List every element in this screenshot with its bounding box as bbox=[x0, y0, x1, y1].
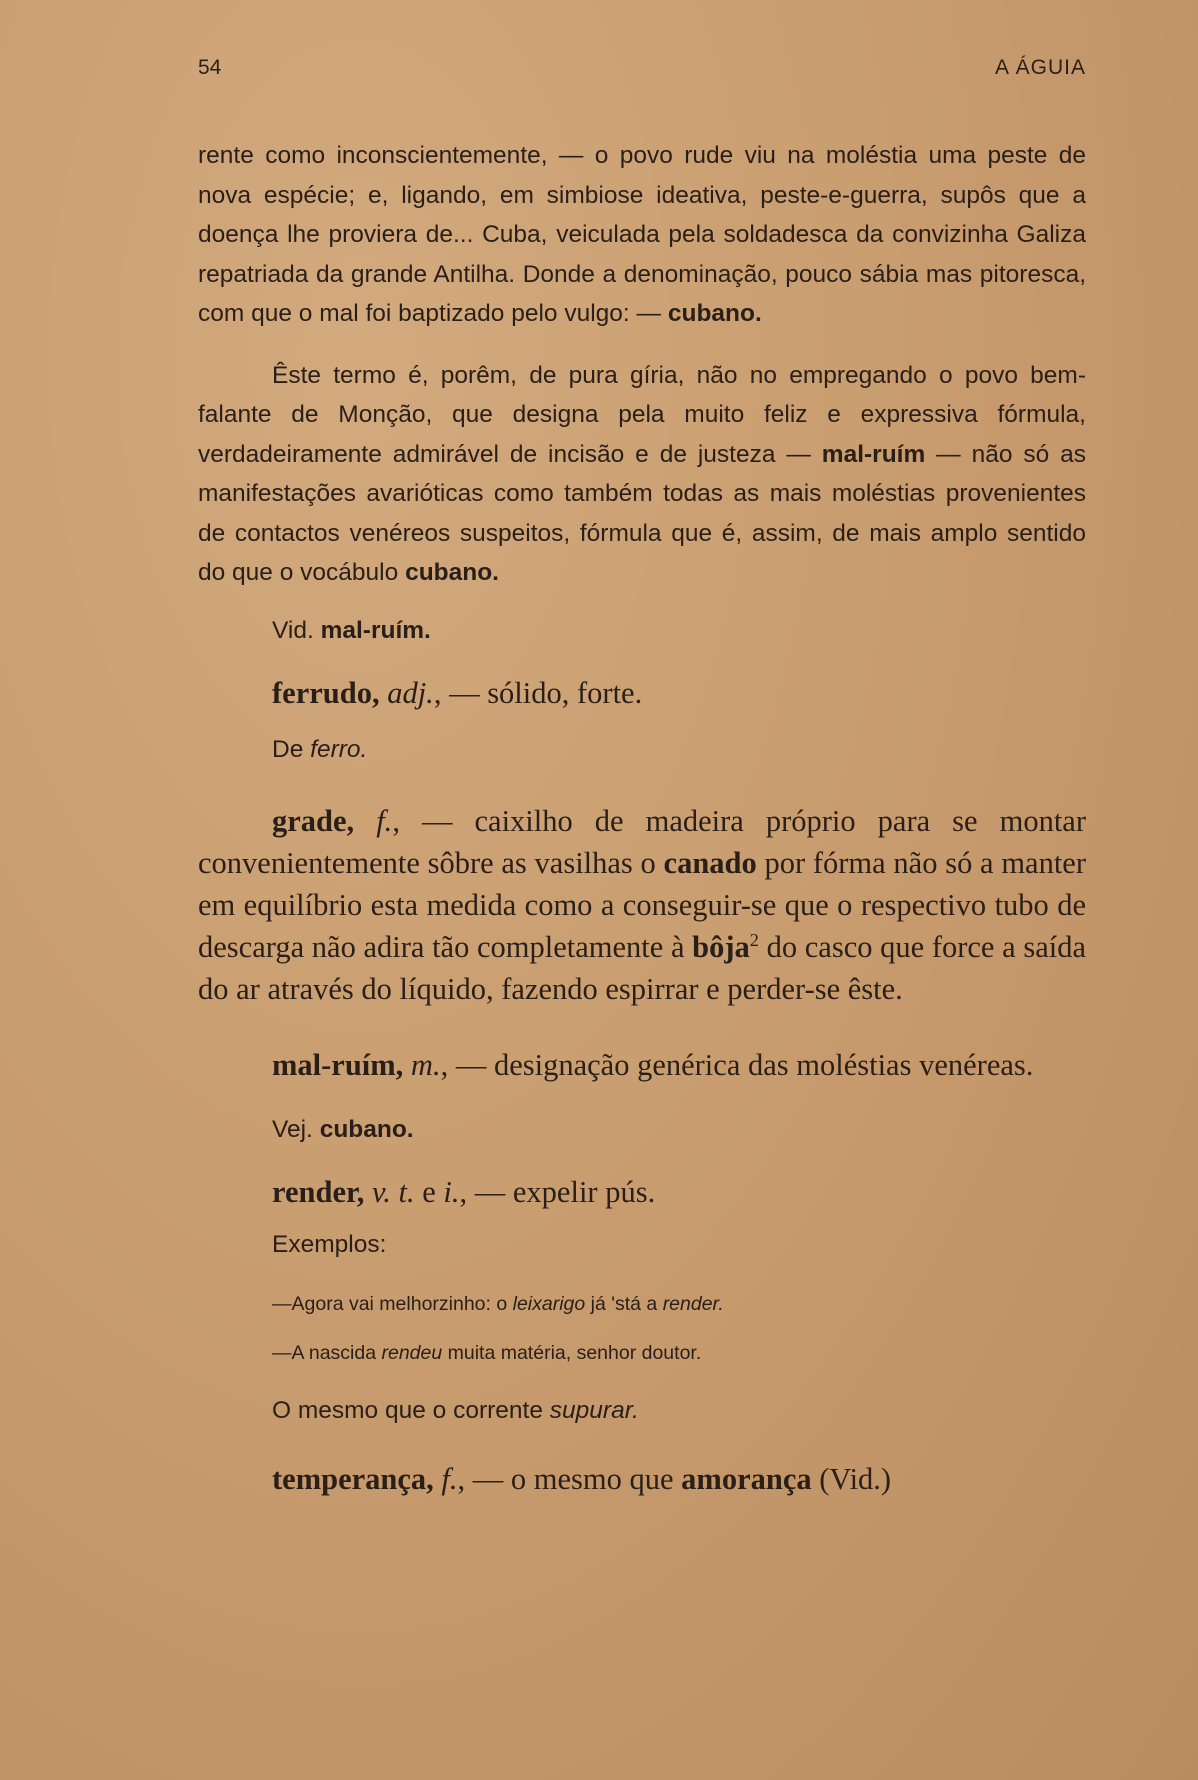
etymon: ferro. bbox=[310, 736, 368, 763]
text-run: O mesmo que o corrente bbox=[272, 1396, 550, 1424]
entry-headword: temperança, bbox=[272, 1462, 434, 1496]
text-run: (Vid.) bbox=[811, 1462, 892, 1496]
paragraph-cubano-origin bbox=[198, 136, 1086, 334]
cross-reference-vid bbox=[198, 611, 1086, 651]
text-run: Vej. bbox=[272, 1115, 320, 1143]
text-run: muita matéria, senhor doutor. bbox=[442, 1341, 702, 1364]
text-run: Vid. bbox=[272, 616, 321, 644]
entry-definition: , — o mesmo que bbox=[457, 1462, 682, 1496]
examples-label bbox=[198, 1225, 1086, 1265]
entry-definition: , — sólido, forte. bbox=[433, 676, 643, 710]
entry-mal-ruim bbox=[198, 1044, 1086, 1086]
entry-definition: , — designação genérica das moléstias venéreas. bbox=[440, 1047, 1034, 1082]
cross-reference-term: mal-ruím. bbox=[320, 616, 431, 644]
entry-render bbox=[198, 1171, 1086, 1213]
grammar-label: v. t. bbox=[371, 1175, 415, 1209]
body-text bbox=[198, 136, 1086, 1500]
etymology-note bbox=[198, 730, 1086, 770]
text-run: Agora vai melhorzinho: o bbox=[291, 1292, 513, 1315]
entry-headword: render, bbox=[272, 1175, 365, 1209]
example-term: leixarigo bbox=[512, 1292, 586, 1315]
entry-grade bbox=[198, 800, 1086, 1010]
cross-reference-vej bbox=[198, 1110, 1086, 1150]
entry-headword: grade, bbox=[272, 803, 355, 838]
text-run: Exemplos: bbox=[272, 1231, 387, 1258]
text-run: do casco que force a saída do ar através do líquido, fazendo espirrar e perder-se êste. bbox=[198, 929, 1086, 1006]
term-cubano: cubano. bbox=[667, 300, 762, 327]
journal-title: A ÁGUIA bbox=[994, 56, 1086, 79]
paragraph-mal-ruim-usage bbox=[198, 356, 1086, 593]
example-term: render. bbox=[662, 1292, 724, 1315]
superscript-note: 2 bbox=[749, 929, 759, 950]
cross-reference-term: cubano. bbox=[319, 1115, 414, 1143]
term-amoranca: amorança bbox=[681, 1462, 812, 1496]
term-mal-ruim: mal-ruím bbox=[821, 440, 926, 468]
example-sentence bbox=[198, 1293, 1086, 1316]
text-run: Êste termo é, porêm, de pura gíria, não no empregando o povo bem-falante de Monção, que designa pela muito feliz e expressiva fórmula, verdadeiramente admirável de incisão e de justeza — bbox=[198, 361, 1086, 468]
text-run: e bbox=[414, 1175, 444, 1209]
grammar-label: adj. bbox=[387, 676, 434, 710]
grammar-label: i. bbox=[443, 1175, 460, 1209]
term-boja: bôja bbox=[692, 929, 750, 964]
entry-headword: mal-ruím, bbox=[272, 1047, 404, 1082]
page-number: 54 bbox=[198, 56, 222, 79]
entry-headword: ferrudo, bbox=[272, 676, 380, 710]
term-canado: canado bbox=[663, 845, 757, 880]
text-run: — não só as manifestações avarióticas como também todas as mais moléstias provenientes de contactos venéreos suspeitos, fórmula que é, assim, de mais amplo sentido do que o vocábulo bbox=[198, 440, 1086, 586]
example-sentence bbox=[198, 1342, 1086, 1365]
entry-definition: , — caixilho de madeira próprio para se montar convenientemente sôbre as vasilhas o bbox=[198, 803, 1086, 880]
synonym-term: supurar. bbox=[549, 1396, 639, 1424]
render-note bbox=[198, 1391, 1086, 1431]
text-run: por fórma não só a manter em equilíbrio esta medida como a conseguir-se que o respectivo tubo de descarga não adira tão completamente à bbox=[198, 845, 1087, 964]
grammar-label: m. bbox=[410, 1047, 441, 1082]
text-run: rente como inconscientemente, — o povo rude viu na moléstia uma peste de nova espécie; e, ligando, em simbiose ideativa, peste-e-guerra, supôs que a doença lhe proviera de... Cuba, veiculada pela soldadesca da convizinha Galiza repatriada da grande Antilha. Donde a denominação, pouco sábia mas pitoresca, com que o mal foi baptizado pelo vulgo: — bbox=[198, 142, 1086, 327]
entry-temperanca bbox=[198, 1458, 1086, 1500]
entry-ferrudo bbox=[198, 672, 1086, 714]
text-run: A nascida bbox=[291, 1341, 382, 1364]
running-head bbox=[198, 56, 1086, 86]
grammar-label: f. bbox=[376, 803, 393, 838]
text-run: já 'stá a bbox=[585, 1292, 663, 1315]
text-run: De bbox=[272, 736, 311, 763]
entry-definition: , — expelir pús. bbox=[459, 1175, 656, 1209]
grammar-label: f. bbox=[441, 1462, 458, 1496]
term-cubano: cubano. bbox=[405, 559, 499, 586]
example-term: rendeu bbox=[381, 1341, 443, 1364]
